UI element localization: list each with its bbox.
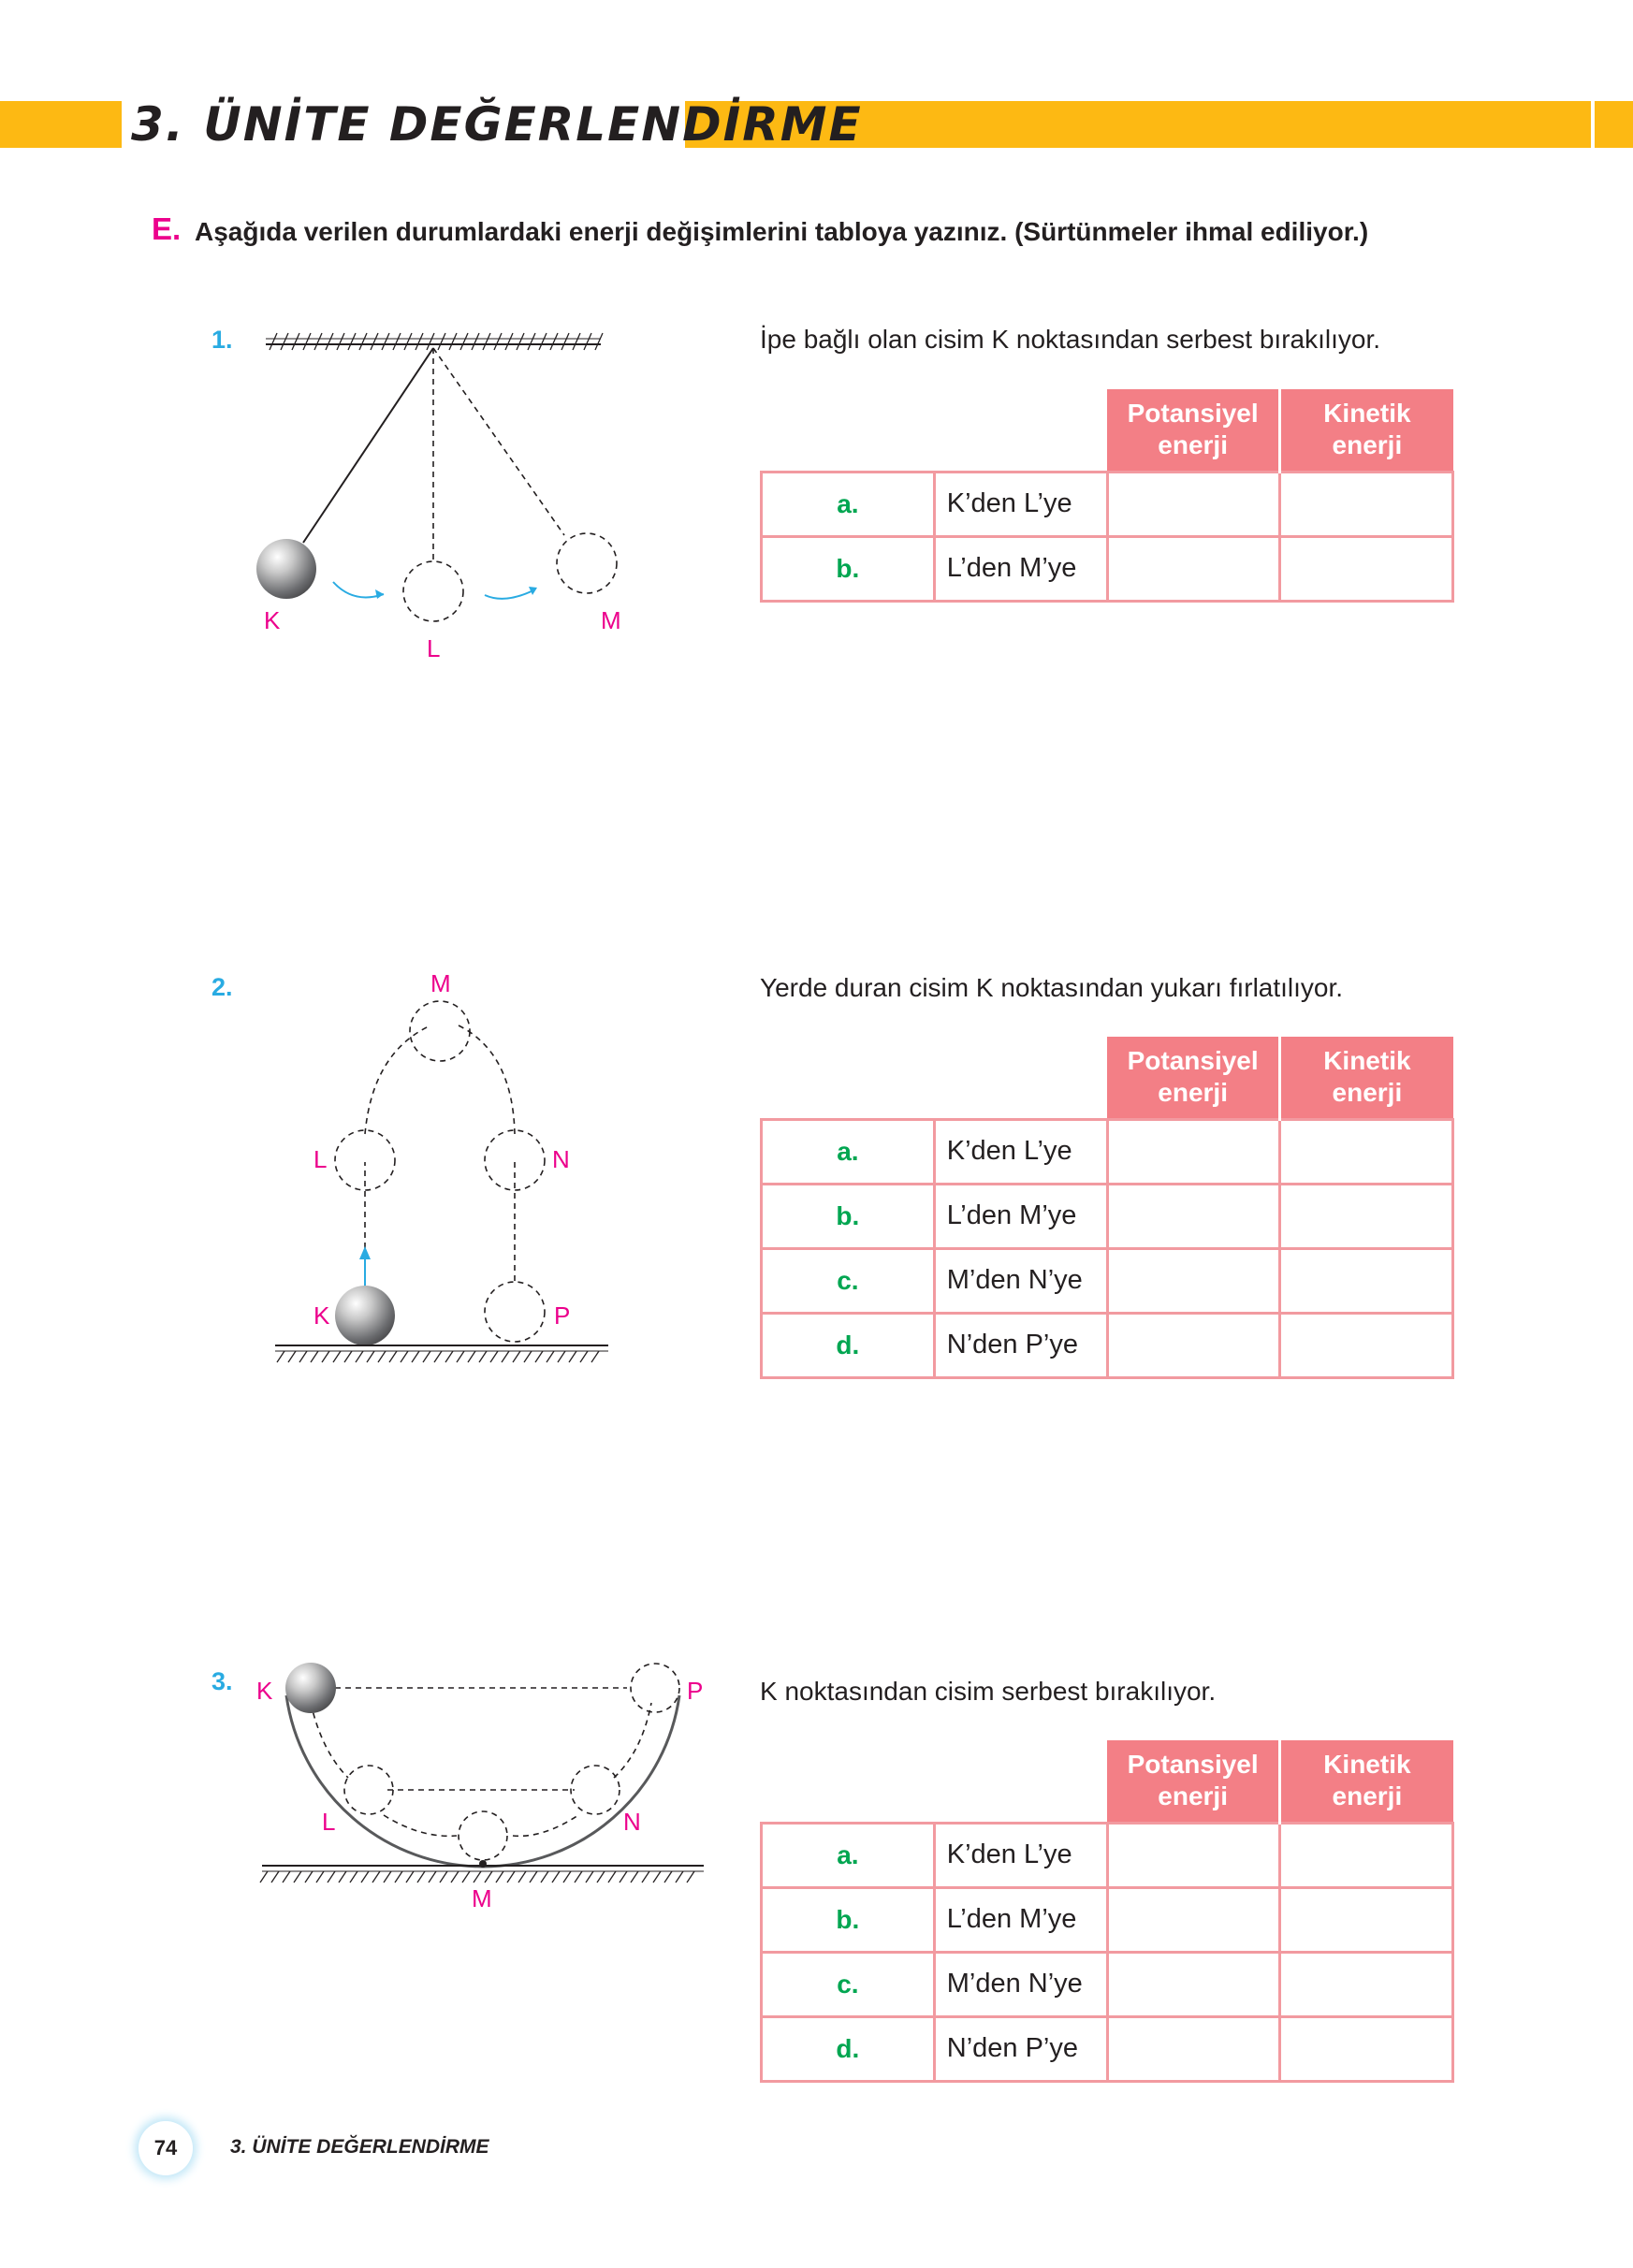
arrow-head-icon [359, 1246, 371, 1259]
ball-k [256, 539, 316, 599]
header-kinetic [1280, 389, 1453, 472]
row-label: L’den M’ye [934, 1887, 1107, 1952]
page-number: 74 [139, 2121, 193, 2175]
table-row [762, 2016, 1453, 2081]
point-label-n: N [552, 1145, 570, 1173]
header-kinetic-line1: Kinetik [1323, 1046, 1411, 1076]
answer-cell-kinetic[interactable] [1280, 536, 1453, 601]
ghost-ball-p [485, 1282, 545, 1342]
ghost-ball-m [459, 1811, 507, 1860]
page-title: 3. ÜNİTE DEĞERLENDİRME [131, 97, 863, 152]
ghost-ball-p [631, 1664, 679, 1712]
table-row [762, 1887, 1453, 1952]
answer-cell-kinetic[interactable] [1280, 1887, 1453, 1952]
header-potential-line2: enerji [1158, 1078, 1228, 1108]
ghost-ball-m [410, 1001, 470, 1061]
header-kinetic-line2: enerji [1332, 1078, 1403, 1108]
trajectory-path [459, 1025, 515, 1134]
point-label-l: L [313, 1145, 328, 1173]
answer-cell-kinetic[interactable] [1280, 1823, 1453, 1887]
point-label-m: M [430, 969, 451, 997]
question-2-number: 2. [211, 973, 233, 1001]
section-letter: E. [152, 211, 182, 246]
ghost-ball-m [557, 533, 617, 593]
answer-cell-kinetic[interactable] [1280, 1248, 1453, 1313]
energy-table-3 [760, 1740, 1454, 2083]
row-letter: d. [762, 1313, 935, 1377]
ghost-ball-l [403, 561, 463, 621]
section-instruction: Aşağıda verilen durumlardaki enerji değişimlerini tabloya yazınız. (Sürtünmeler ihmal ediliyor.) [195, 217, 1369, 246]
row-letter: b. [762, 536, 935, 601]
question-2-text: Yerde duran cisim K noktasından yukarı fırlatılıyor. [760, 973, 1344, 1002]
header-kinetic-line1: Kinetik [1323, 1750, 1411, 1780]
header-potential-line1: Potansiyel [1127, 1750, 1259, 1780]
table-row [762, 1119, 1453, 1184]
header-potential [1107, 1037, 1280, 1119]
pendulum-string-dashed-m [433, 348, 564, 535]
table-row [762, 1823, 1453, 1887]
row-label: L’den M’ye [934, 536, 1107, 601]
answer-cell-kinetic[interactable] [1280, 1952, 1453, 2016]
ghost-ball-l [344, 1766, 393, 1814]
ghost-ball-n [571, 1766, 620, 1814]
answer-cell-potential[interactable] [1107, 1823, 1280, 1887]
answer-cell-potential[interactable] [1107, 1313, 1280, 1377]
ball-k [285, 1663, 336, 1713]
energy-table-1 [760, 389, 1454, 603]
table-corner [762, 1037, 1108, 1119]
footer-title: 3. ÜNİTE DEĞERLENDİRME [230, 2136, 489, 2158]
answer-cell-potential[interactable] [1107, 2016, 1280, 2081]
bowl-track-diagram [243, 1647, 730, 1927]
question-1-number: 1. [211, 326, 233, 354]
point-label-k: K [256, 1677, 273, 1705]
arrow-head-icon [375, 589, 384, 599]
question-3-number: 3. [211, 1667, 233, 1695]
header-kinetic [1280, 1037, 1453, 1119]
answer-cell-potential[interactable] [1107, 1248, 1280, 1313]
trajectory-path [384, 1815, 457, 1836]
header-bar-left [0, 101, 122, 148]
trajectory-path [513, 1815, 578, 1836]
pendulum-string [303, 348, 433, 543]
motion-arrow-icon [333, 582, 535, 599]
row-label: K’den L’ye [934, 1119, 1107, 1184]
ball-k [335, 1286, 395, 1345]
point-label-m: M [472, 1884, 492, 1912]
row-letter: c. [762, 1248, 935, 1313]
row-letter: a. [762, 472, 935, 536]
answer-cell-kinetic[interactable] [1280, 2016, 1453, 2081]
table-row [762, 536, 1453, 601]
point-label-n: N [623, 1808, 641, 1836]
row-letter: a. [762, 1823, 935, 1887]
answer-cell-kinetic[interactable] [1280, 1313, 1453, 1377]
table-row [762, 1952, 1453, 2016]
question-3-text: K noktasından cisim serbest bırakılıyor. [760, 1677, 1217, 1706]
answer-cell-potential[interactable] [1107, 536, 1280, 601]
trajectory-path [614, 1703, 651, 1778]
point-label-k: K [264, 606, 281, 634]
ground-hatch [260, 1866, 704, 1883]
trajectory-path [365, 1025, 430, 1134]
point-label-p: P [554, 1301, 571, 1330]
header-potential [1107, 389, 1280, 472]
header-potential-line1: Potansiyel [1127, 1046, 1259, 1076]
header-kinetic-line2: enerji [1332, 1781, 1403, 1811]
answer-cell-potential[interactable] [1107, 1887, 1280, 1952]
ceiling-hatch [266, 333, 603, 350]
row-label: N’den P’ye [934, 2016, 1107, 2081]
table-row [762, 472, 1453, 536]
table-row [762, 1313, 1453, 1377]
answer-cell-potential[interactable] [1107, 1952, 1280, 2016]
arrow-head-icon [529, 587, 537, 595]
table-corner [762, 1740, 1108, 1823]
answer-cell-potential[interactable] [1107, 1184, 1280, 1248]
row-label: K’den L’ye [934, 1823, 1107, 1887]
header-potential-line2: enerji [1158, 430, 1228, 460]
header-potential-line1: Potansiyel [1127, 399, 1259, 429]
row-letter: d. [762, 2016, 935, 2081]
answer-cell-potential[interactable] [1107, 472, 1280, 536]
ghost-ball-n [485, 1130, 545, 1190]
row-letter: a. [762, 1119, 935, 1184]
table-row [762, 1248, 1453, 1313]
header-kinetic [1280, 1740, 1453, 1823]
energy-table-2 [760, 1037, 1454, 1379]
question-1-text: İpe bağlı olan cisim K noktasından serbest bırakılıyor. [760, 325, 1381, 354]
answer-cell-kinetic[interactable] [1280, 1119, 1453, 1184]
row-label: M’den N’ye [934, 1248, 1107, 1313]
header-kinetic-line1: Kinetik [1323, 399, 1411, 429]
answer-cell-kinetic[interactable] [1280, 472, 1453, 536]
header-kinetic-line2: enerji [1332, 430, 1403, 460]
answer-cell-kinetic[interactable] [1280, 1184, 1453, 1248]
row-label: N’den P’ye [934, 1313, 1107, 1377]
point-label-k: K [313, 1301, 330, 1330]
header-bar-edge [1591, 101, 1595, 148]
header-potential [1107, 1740, 1280, 1823]
vertical-throw-diagram [262, 964, 636, 1375]
row-letter: b. [762, 1184, 935, 1248]
row-letter: c. [762, 1952, 935, 2016]
table-corner [762, 389, 1108, 472]
point-label-p: P [687, 1677, 704, 1705]
row-letter: b. [762, 1887, 935, 1952]
row-label: L’den M’ye [934, 1184, 1107, 1248]
point-label-l: L [427, 634, 441, 662]
row-label: K’den L’ye [934, 472, 1107, 536]
header-potential-line2: enerji [1158, 1781, 1228, 1811]
ground-hatch [275, 1345, 608, 1362]
table-row [762, 1184, 1453, 1248]
pendulum-diagram [243, 318, 655, 674]
row-label: M’den N’ye [934, 1952, 1107, 2016]
answer-cell-potential[interactable] [1107, 1119, 1280, 1184]
point-label-m: M [601, 606, 621, 634]
point-label-l: L [322, 1808, 336, 1836]
trajectory-path [311, 1703, 348, 1778]
